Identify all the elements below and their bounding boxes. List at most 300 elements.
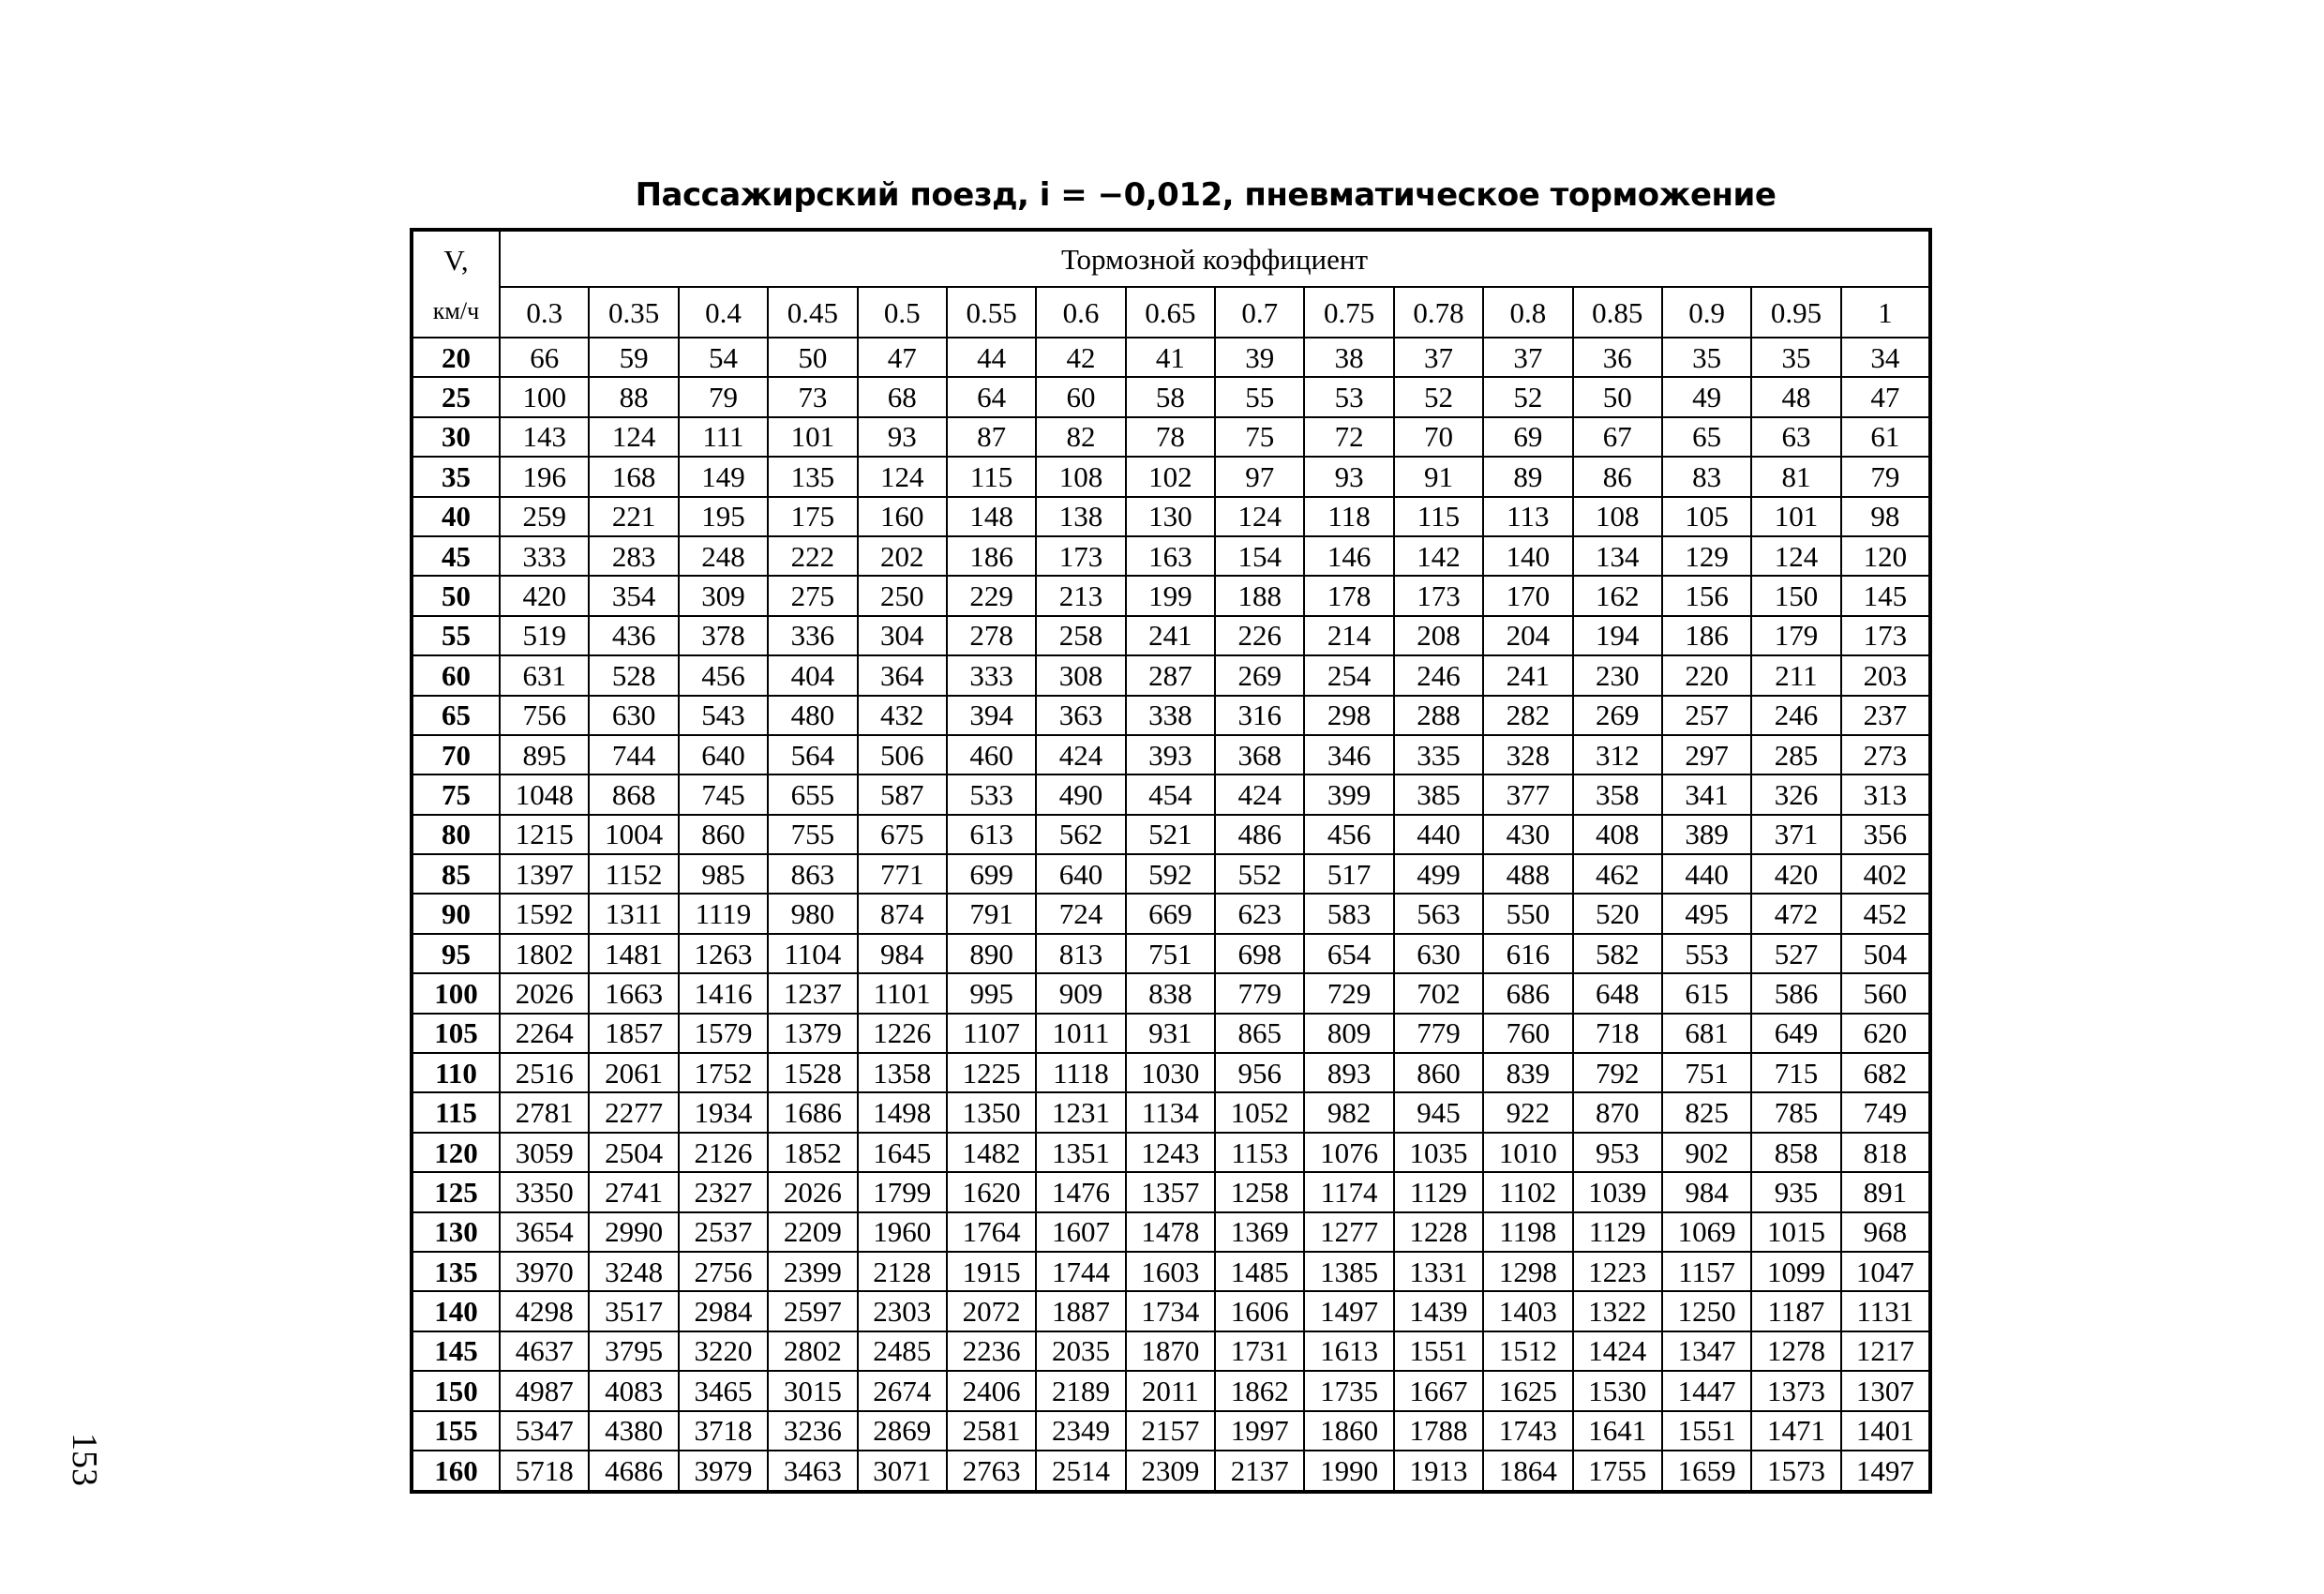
distance-cell: 149 xyxy=(679,457,768,496)
distance-cell: 273 xyxy=(1841,735,1930,774)
speed-cell: 135 xyxy=(412,1252,500,1291)
distance-cell: 1579 xyxy=(679,1014,768,1053)
distance-cell: 195 xyxy=(679,497,768,536)
distance-cell: 1010 xyxy=(1483,1133,1572,1172)
distance-cell: 870 xyxy=(1573,1092,1662,1132)
distance-cell: 283 xyxy=(589,536,678,576)
distance-cell: 52 xyxy=(1394,377,1483,416)
speed-cell: 155 xyxy=(412,1411,500,1451)
distance-cell: 563 xyxy=(1394,894,1483,933)
distance-cell: 744 xyxy=(589,735,678,774)
distance-cell: 304 xyxy=(858,616,947,655)
distance-cell: 55 xyxy=(1215,377,1304,416)
distance-cell: 2061 xyxy=(589,1053,678,1092)
distance-cell: 194 xyxy=(1573,616,1662,655)
distance-cell: 1039 xyxy=(1573,1172,1662,1211)
distance-cell: 865 xyxy=(1215,1014,1304,1053)
distance-cell: 520 xyxy=(1573,894,1662,933)
distance-cell: 230 xyxy=(1573,655,1662,695)
distance-cell: 108 xyxy=(1036,457,1125,496)
distance-cell: 1004 xyxy=(589,815,678,854)
distance-cell: 3465 xyxy=(679,1371,768,1410)
speed-cell: 110 xyxy=(412,1053,500,1092)
distance-cell: 1641 xyxy=(1573,1411,1662,1451)
distance-cell: 124 xyxy=(1215,497,1304,536)
distance-cell: 1743 xyxy=(1483,1411,1572,1451)
distance-cell: 53 xyxy=(1304,377,1393,416)
distance-cell: 436 xyxy=(589,616,678,655)
distance-cell: 41 xyxy=(1126,338,1215,377)
distance-cell: 528 xyxy=(589,655,678,695)
coefficient-header: 0.35 xyxy=(589,287,678,338)
distance-cell: 1482 xyxy=(947,1133,1036,1172)
distance-cell: 354 xyxy=(589,576,678,615)
distance-cell: 1369 xyxy=(1215,1212,1304,1252)
table-row xyxy=(412,1212,1930,1252)
distance-cell: 749 xyxy=(1841,1092,1930,1132)
distance-cell: 86 xyxy=(1573,457,1662,496)
distance-cell: 173 xyxy=(1036,536,1125,576)
distance-cell: 631 xyxy=(500,655,589,695)
distance-cell: 254 xyxy=(1304,655,1393,695)
distance-cell: 385 xyxy=(1394,774,1483,814)
distance-cell: 755 xyxy=(768,815,857,854)
table-row xyxy=(412,1331,1930,1371)
distance-cell: 935 xyxy=(1751,1172,1840,1211)
distance-cell: 3248 xyxy=(589,1252,678,1291)
distance-cell: 1250 xyxy=(1662,1291,1751,1331)
distance-cell: 168 xyxy=(589,457,678,496)
distance-cell: 1223 xyxy=(1573,1252,1662,1291)
coefficient-header: 0.55 xyxy=(947,287,1036,338)
distance-cell: 81 xyxy=(1751,457,1840,496)
distance-cell: 88 xyxy=(589,377,678,416)
table-row xyxy=(412,973,1930,1013)
distance-cell: 1744 xyxy=(1036,1252,1125,1291)
distance-cell: 2581 xyxy=(947,1411,1036,1451)
distance-cell: 592 xyxy=(1126,854,1215,894)
distance-cell: 890 xyxy=(947,934,1036,973)
distance-cell: 1237 xyxy=(768,973,857,1013)
coefficient-header: 0.65 xyxy=(1126,287,1215,338)
distance-cell: 1735 xyxy=(1304,1371,1393,1410)
distance-cell: 860 xyxy=(1394,1053,1483,1092)
distance-cell: 669 xyxy=(1126,894,1215,933)
distance-cell: 170 xyxy=(1483,576,1572,615)
distance-cell: 488 xyxy=(1483,854,1572,894)
coefficient-header: 0.8 xyxy=(1483,287,1572,338)
distance-cell: 2236 xyxy=(947,1331,1036,1371)
distance-cell: 91 xyxy=(1394,457,1483,496)
distance-cell: 649 xyxy=(1751,1014,1840,1053)
distance-cell: 150 xyxy=(1751,576,1840,615)
distance-cell: 269 xyxy=(1215,655,1304,695)
speed-unit: км/ч xyxy=(432,296,480,324)
distance-cell: 1424 xyxy=(1573,1331,1662,1371)
distance-cell: 1476 xyxy=(1036,1172,1125,1211)
distance-cell: 562 xyxy=(1036,815,1125,854)
distance-cell: 48 xyxy=(1751,377,1840,416)
distance-cell: 613 xyxy=(947,815,1036,854)
distance-cell: 1311 xyxy=(589,894,678,933)
distance-cell: 655 xyxy=(768,774,857,814)
distance-cell: 895 xyxy=(500,735,589,774)
distance-cell: 1278 xyxy=(1751,1331,1840,1371)
distance-cell: 620 xyxy=(1841,1014,1930,1053)
distance-cell: 1659 xyxy=(1662,1451,1751,1492)
distance-cell: 237 xyxy=(1841,696,1930,735)
distance-cell: 519 xyxy=(500,616,589,655)
distance-cell: 70 xyxy=(1394,417,1483,457)
distance-cell: 480 xyxy=(768,696,857,735)
speed-cell: 90 xyxy=(412,894,500,933)
distance-cell: 985 xyxy=(679,854,768,894)
distance-cell: 1416 xyxy=(679,973,768,1013)
distance-cell: 93 xyxy=(858,417,947,457)
distance-cell: 54 xyxy=(679,338,768,377)
distance-cell: 2399 xyxy=(768,1252,857,1291)
distance-cell: 1119 xyxy=(679,894,768,933)
distance-cell: 140 xyxy=(1483,536,1572,576)
distance-cell: 1379 xyxy=(768,1014,857,1053)
distance-cell: 1592 xyxy=(500,894,589,933)
table-row xyxy=(412,1014,1930,1053)
distance-cell: 640 xyxy=(1036,854,1125,894)
speed-cell: 55 xyxy=(412,616,500,655)
distance-cell: 839 xyxy=(1483,1053,1572,1092)
distance-cell: 278 xyxy=(947,616,1036,655)
distance-cell: 389 xyxy=(1662,815,1751,854)
coefficient-header: 0.4 xyxy=(679,287,768,338)
distance-cell: 120 xyxy=(1841,536,1930,576)
distance-cell: 36 xyxy=(1573,338,1662,377)
distance-cell: 148 xyxy=(947,497,1036,536)
speed-cell: 70 xyxy=(412,735,500,774)
distance-cell: 287 xyxy=(1126,655,1215,695)
speed-cell: 35 xyxy=(412,457,500,496)
distance-cell: 2514 xyxy=(1036,1451,1125,1492)
distance-cell: 564 xyxy=(768,735,857,774)
distance-cell: 1357 xyxy=(1126,1172,1215,1211)
table-row xyxy=(412,655,1930,695)
speed-cell: 145 xyxy=(412,1331,500,1371)
distance-cell: 1129 xyxy=(1394,1172,1483,1211)
distance-cell: 495 xyxy=(1662,894,1751,933)
distance-cell: 393 xyxy=(1126,735,1215,774)
distance-cell: 718 xyxy=(1573,1014,1662,1053)
distance-cell: 2406 xyxy=(947,1371,1036,1410)
distance-cell: 250 xyxy=(858,576,947,615)
distance-cell: 1198 xyxy=(1483,1212,1572,1252)
speed-cell: 60 xyxy=(412,655,500,695)
distance-cell: 1397 xyxy=(500,854,589,894)
distance-cell: 356 xyxy=(1841,815,1930,854)
distance-cell: 3071 xyxy=(858,1451,947,1492)
distance-cell: 440 xyxy=(1394,815,1483,854)
distance-cell: 1667 xyxy=(1394,1371,1483,1410)
distance-cell: 1887 xyxy=(1036,1291,1125,1331)
distance-cell: 73 xyxy=(768,377,857,416)
distance-cell: 616 xyxy=(1483,934,1572,973)
distance-cell: 1497 xyxy=(1304,1291,1393,1331)
distance-cell: 61 xyxy=(1841,417,1930,457)
distance-cell: 178 xyxy=(1304,576,1393,615)
distance-cell: 204 xyxy=(1483,616,1572,655)
distance-cell: 729 xyxy=(1304,973,1393,1013)
distance-cell: 3970 xyxy=(500,1252,589,1291)
distance-cell: 2756 xyxy=(679,1252,768,1291)
distance-cell: 1107 xyxy=(947,1014,1036,1053)
table-row xyxy=(412,1053,1930,1092)
distance-cell: 648 xyxy=(1573,973,1662,1013)
distance-cell: 1862 xyxy=(1215,1371,1304,1410)
distance-cell: 35 xyxy=(1662,338,1751,377)
distance-cell: 1035 xyxy=(1394,1133,1483,1172)
distance-cell: 108 xyxy=(1573,497,1662,536)
distance-cell: 1076 xyxy=(1304,1133,1393,1172)
distance-cell: 460 xyxy=(947,735,1036,774)
distance-cell: 186 xyxy=(947,536,1036,576)
distance-cell: 3059 xyxy=(500,1133,589,1172)
distance-cell: 825 xyxy=(1662,1092,1751,1132)
table-body xyxy=(412,338,1930,1492)
table-row xyxy=(412,576,1930,615)
distance-cell: 338 xyxy=(1126,696,1215,735)
distance-cell: 160 xyxy=(858,497,947,536)
distance-cell: 686 xyxy=(1483,973,1572,1013)
distance-cell: 297 xyxy=(1662,735,1751,774)
distance-cell: 1573 xyxy=(1751,1451,1840,1492)
distance-cell: 968 xyxy=(1841,1212,1930,1252)
distance-cell: 760 xyxy=(1483,1014,1572,1053)
distance-cell: 792 xyxy=(1573,1053,1662,1092)
distance-cell: 2277 xyxy=(589,1092,678,1132)
distance-cell: 50 xyxy=(768,338,857,377)
distance-cell: 202 xyxy=(858,536,947,576)
distance-cell: 550 xyxy=(1483,894,1572,933)
distance-cell: 909 xyxy=(1036,973,1125,1013)
distance-cell: 346 xyxy=(1304,735,1393,774)
distance-cell: 97 xyxy=(1215,457,1304,496)
distance-cell: 2763 xyxy=(947,1451,1036,1492)
distance-cell: 79 xyxy=(679,377,768,416)
distance-cell: 953 xyxy=(1573,1133,1662,1172)
distance-cell: 226 xyxy=(1215,616,1304,655)
distance-cell: 582 xyxy=(1573,934,1662,973)
coefficient-header: 0.9 xyxy=(1662,287,1751,338)
distance-cell: 956 xyxy=(1215,1053,1304,1092)
distance-cell: 1990 xyxy=(1304,1451,1393,1492)
table-row xyxy=(412,377,1930,416)
distance-cell: 874 xyxy=(858,894,947,933)
distance-cell: 269 xyxy=(1573,696,1662,735)
distance-cell: 2349 xyxy=(1036,1411,1125,1451)
speed-cell: 50 xyxy=(412,576,500,615)
distance-cell: 779 xyxy=(1394,1014,1483,1053)
table-row xyxy=(412,934,1930,973)
distance-cell: 1497 xyxy=(1841,1451,1930,1492)
distance-cell: 1934 xyxy=(679,1092,768,1132)
distance-cell: 248 xyxy=(679,536,768,576)
distance-cell: 863 xyxy=(768,854,857,894)
distance-cell: 984 xyxy=(1662,1172,1751,1211)
distance-cell: 50 xyxy=(1573,377,1662,416)
distance-cell: 124 xyxy=(858,457,947,496)
distance-cell: 1403 xyxy=(1483,1291,1572,1331)
distance-cell: 313 xyxy=(1841,774,1930,814)
distance-cell: 275 xyxy=(768,576,857,615)
distance-cell: 724 xyxy=(1036,894,1125,933)
distance-cell: 1439 xyxy=(1394,1291,1483,1331)
distance-cell: 1231 xyxy=(1036,1092,1125,1132)
speed-cell: 150 xyxy=(412,1371,500,1410)
distance-cell: 440 xyxy=(1662,854,1751,894)
distance-cell: 333 xyxy=(947,655,1036,695)
distance-cell: 3979 xyxy=(679,1451,768,1492)
distance-cell: 89 xyxy=(1483,457,1572,496)
distance-cell: 583 xyxy=(1304,894,1393,933)
distance-cell: 681 xyxy=(1662,1014,1751,1053)
distance-cell: 35 xyxy=(1751,338,1840,377)
distance-cell: 1152 xyxy=(589,854,678,894)
distance-cell: 58 xyxy=(1126,377,1215,416)
distance-cell: 980 xyxy=(768,894,857,933)
distance-cell: 543 xyxy=(679,696,768,735)
distance-cell: 154 xyxy=(1215,536,1304,576)
distance-cell: 241 xyxy=(1126,616,1215,655)
distance-cell: 745 xyxy=(679,774,768,814)
distance-cell: 52 xyxy=(1483,377,1572,416)
distance-cell: 42 xyxy=(1036,338,1125,377)
distance-cell: 156 xyxy=(1662,576,1751,615)
distance-cell: 1104 xyxy=(768,934,857,973)
distance-cell: 779 xyxy=(1215,973,1304,1013)
distance-cell: 1015 xyxy=(1751,1212,1840,1252)
distance-cell: 2264 xyxy=(500,1014,589,1053)
distance-cell: 63 xyxy=(1751,417,1840,457)
distance-cell: 2026 xyxy=(500,973,589,1013)
distance-cell: 756 xyxy=(500,696,589,735)
table-row xyxy=(412,735,1930,774)
distance-cell: 1731 xyxy=(1215,1331,1304,1371)
distance-cell: 860 xyxy=(679,815,768,854)
distance-cell: 702 xyxy=(1394,973,1483,1013)
distance-cell: 2011 xyxy=(1126,1371,1215,1410)
distance-cell: 258 xyxy=(1036,616,1125,655)
distance-cell: 1048 xyxy=(500,774,589,814)
distance-cell: 105 xyxy=(1662,497,1751,536)
table-row xyxy=(412,1371,1930,1410)
speed-cell: 25 xyxy=(412,377,500,416)
distance-cell: 64 xyxy=(947,377,1036,416)
distance-cell: 2026 xyxy=(768,1172,857,1211)
distance-cell: 4298 xyxy=(500,1291,589,1331)
distance-cell: 69 xyxy=(1483,417,1572,457)
distance-cell: 1860 xyxy=(1304,1411,1393,1451)
distance-cell: 246 xyxy=(1751,696,1840,735)
distance-cell: 1069 xyxy=(1662,1212,1751,1252)
speed-cell: 30 xyxy=(412,417,500,457)
distance-cell: 2990 xyxy=(589,1212,678,1252)
coefficient-header: 0.78 xyxy=(1394,287,1483,338)
distance-cell: 3654 xyxy=(500,1212,589,1252)
speed-cell: 20 xyxy=(412,338,500,377)
distance-cell: 87 xyxy=(947,417,1036,457)
distance-cell: 1258 xyxy=(1215,1172,1304,1211)
distance-cell: 858 xyxy=(1751,1133,1840,1172)
distance-cell: 1134 xyxy=(1126,1092,1215,1132)
distance-cell: 818 xyxy=(1841,1133,1930,1172)
distance-cell: 285 xyxy=(1751,735,1840,774)
braking-distance-table xyxy=(410,228,1932,1494)
distance-cell: 222 xyxy=(768,536,857,576)
distance-cell: 1471 xyxy=(1751,1411,1840,1451)
distance-cell: 146 xyxy=(1304,536,1393,576)
distance-cell: 420 xyxy=(1751,854,1840,894)
distance-cell: 1228 xyxy=(1394,1212,1483,1252)
speed-cell: 85 xyxy=(412,854,500,894)
distance-cell: 163 xyxy=(1126,536,1215,576)
distance-cell: 1613 xyxy=(1304,1331,1393,1371)
distance-cell: 1857 xyxy=(589,1014,678,1053)
distance-cell: 533 xyxy=(947,774,1036,814)
distance-cell: 1298 xyxy=(1483,1252,1572,1291)
distance-cell: 2485 xyxy=(858,1331,947,1371)
distance-cell: 838 xyxy=(1126,973,1215,1013)
distance-cell: 364 xyxy=(858,655,947,695)
distance-cell: 868 xyxy=(589,774,678,814)
table-row xyxy=(412,774,1930,814)
distance-cell: 420 xyxy=(500,576,589,615)
distance-cell: 102 xyxy=(1126,457,1215,496)
distance-cell: 246 xyxy=(1394,655,1483,695)
distance-cell: 640 xyxy=(679,735,768,774)
distance-cell: 945 xyxy=(1394,1092,1483,1132)
distance-cell: 326 xyxy=(1751,774,1840,814)
table-row xyxy=(412,1291,1930,1331)
distance-cell: 675 xyxy=(858,815,947,854)
coefficient-header: 1 xyxy=(1841,287,1930,338)
distance-cell: 452 xyxy=(1841,894,1930,933)
distance-cell: 47 xyxy=(1841,377,1930,416)
distance-cell: 111 xyxy=(679,417,768,457)
distance-cell: 44 xyxy=(947,338,1036,377)
page-number: 153 xyxy=(65,1433,104,1486)
distance-cell: 630 xyxy=(1394,934,1483,973)
distance-cell: 1225 xyxy=(947,1053,1036,1092)
distance-cell: 199 xyxy=(1126,576,1215,615)
distance-cell: 83 xyxy=(1662,457,1751,496)
distance-cell: 2516 xyxy=(500,1053,589,1092)
distance-cell: 1118 xyxy=(1036,1053,1125,1092)
distance-cell: 124 xyxy=(589,417,678,457)
distance-cell: 2674 xyxy=(858,1371,947,1410)
distance-cell: 527 xyxy=(1751,934,1840,973)
distance-cell: 931 xyxy=(1126,1014,1215,1053)
distance-cell: 2984 xyxy=(679,1291,768,1331)
table-row xyxy=(412,1172,1930,1211)
distance-cell: 698 xyxy=(1215,934,1304,973)
distance-cell: 138 xyxy=(1036,497,1125,536)
coefficient-header: 0.85 xyxy=(1573,287,1662,338)
distance-cell: 623 xyxy=(1215,894,1304,933)
distance-cell: 377 xyxy=(1483,774,1572,814)
distance-cell: 1764 xyxy=(947,1212,1036,1252)
distance-cell: 333 xyxy=(500,536,589,576)
distance-cell: 203 xyxy=(1841,655,1930,695)
distance-cell: 1864 xyxy=(1483,1451,1572,1492)
distance-cell: 188 xyxy=(1215,576,1304,615)
